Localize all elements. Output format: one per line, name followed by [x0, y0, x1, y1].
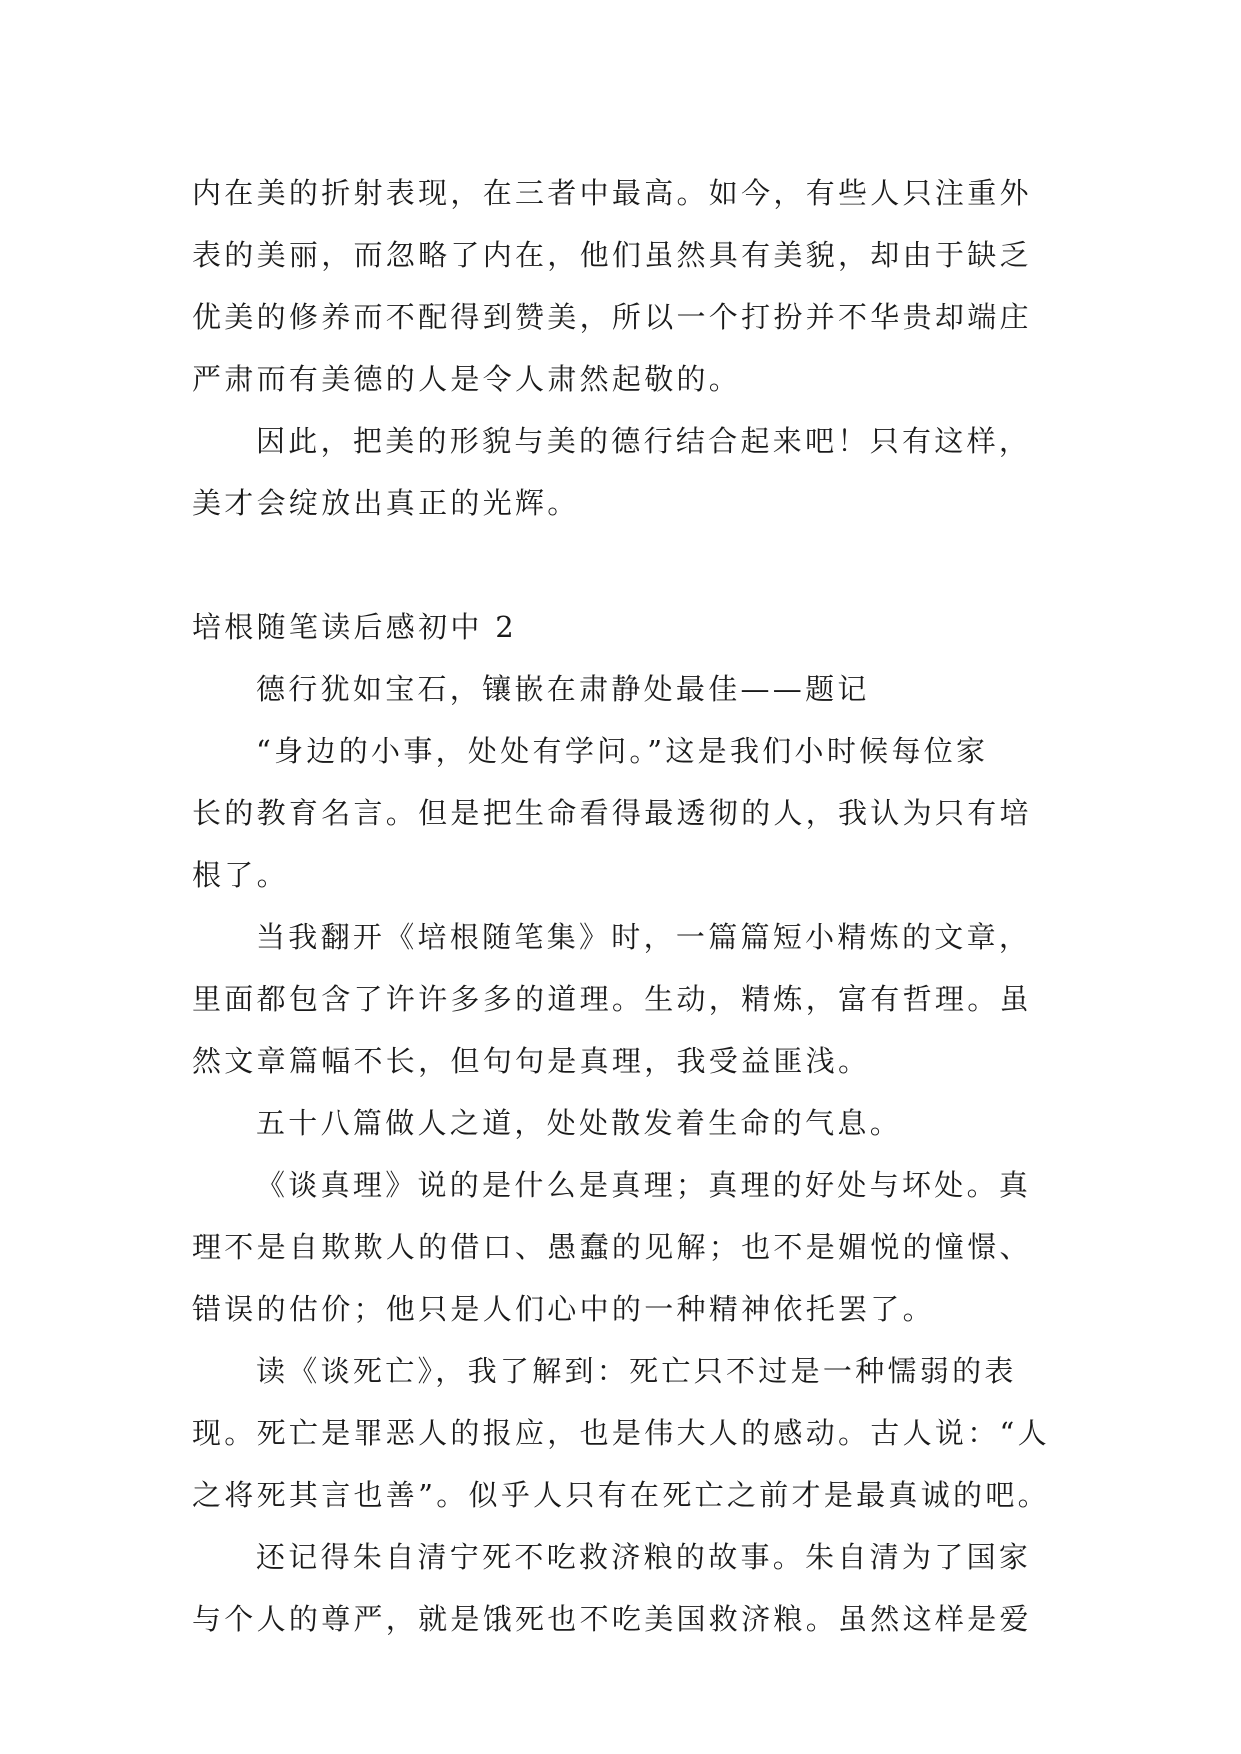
paragraph [192, 1340, 1054, 1526]
paragraph [192, 1526, 1054, 1650]
text-line: “身边的小事，处处有学问。”这是我们小时候每位家 [256, 734, 989, 768]
text-line: 现。死亡是罪恶人的报应，也是伟大人的感动。古人说：“人 [192, 1416, 1050, 1450]
paragraph [192, 720, 1054, 906]
paragraph [192, 1154, 1054, 1340]
text-line: 还记得朱自清宁死不吃救济粮的故事。朱自清为了国家 [256, 1540, 1032, 1574]
paragraph [192, 1092, 1054, 1154]
text-line: 读《谈死亡》，我了解到：死亡只不过是一种懦弱的表 [256, 1354, 1017, 1388]
text-line: 然文章篇幅不长，但句句是真理，我受益匪浅。 [192, 1044, 871, 1078]
text-line: 错误的估价；他只是人们心中的一种精神依托罢了。 [192, 1292, 935, 1326]
text-line: 里面都包含了许许多多的道理。生动，精炼，富有哲理。虽 [192, 982, 1032, 1016]
document-page [192, 162, 1054, 1650]
paragraph [192, 410, 1054, 534]
text-line: 《谈真理》说的是什么是真理；真理的好处与坏处。真 [256, 1168, 1032, 1202]
text-line: 与个人的尊严，就是饿死也不吃美国救济粮。虽然这样是爱 [192, 1602, 1032, 1636]
text-line: 长的教育名言。但是把生命看得最透彻的人，我认为只有培 [192, 796, 1032, 830]
text-line: 因此，把美的形貌与美的德行结合起来吧！只有这样， [256, 424, 1032, 458]
text-line: 理不是自欺欺人的借口、愚蠢的见解；也不是媚悦的憧憬、 [192, 1230, 1032, 1264]
text-line: 表的美丽，而忽略了内在，他们虽然具有美貌，却由于缺乏 [192, 238, 1032, 272]
paragraph [192, 162, 1054, 410]
text-line: 之将死其言也善”。似乎人只有在死亡之前才是最真诚的吧。 [192, 1478, 1050, 1512]
epigraph: 德行犹如宝石，镶嵌在肃静处最佳——题记 [256, 672, 870, 706]
section-title: 培根随笔读后感初中 2 [192, 610, 517, 644]
text-line: 当我翻开《培根随笔集》时，一篇篇短小精炼的文章， [256, 920, 1032, 954]
paragraph [192, 906, 1054, 1092]
text-line: 内在美的折射表现，在三者中最高。如今，有些人只注重外 [192, 176, 1032, 210]
text-line: 根了。 [192, 858, 289, 892]
text-line: 美才会绽放出真正的光辉。 [192, 486, 580, 520]
text-line: 五十八篇做人之道，处处散发着生命的气息。 [256, 1106, 903, 1140]
text-line: 优美的修养而不配得到赞美，所以一个打扮并不华贵却端庄 [192, 300, 1032, 334]
text-line: 严肃而有美德的人是令人肃然起敬的。 [192, 362, 742, 396]
section-gap [192, 534, 1054, 596]
